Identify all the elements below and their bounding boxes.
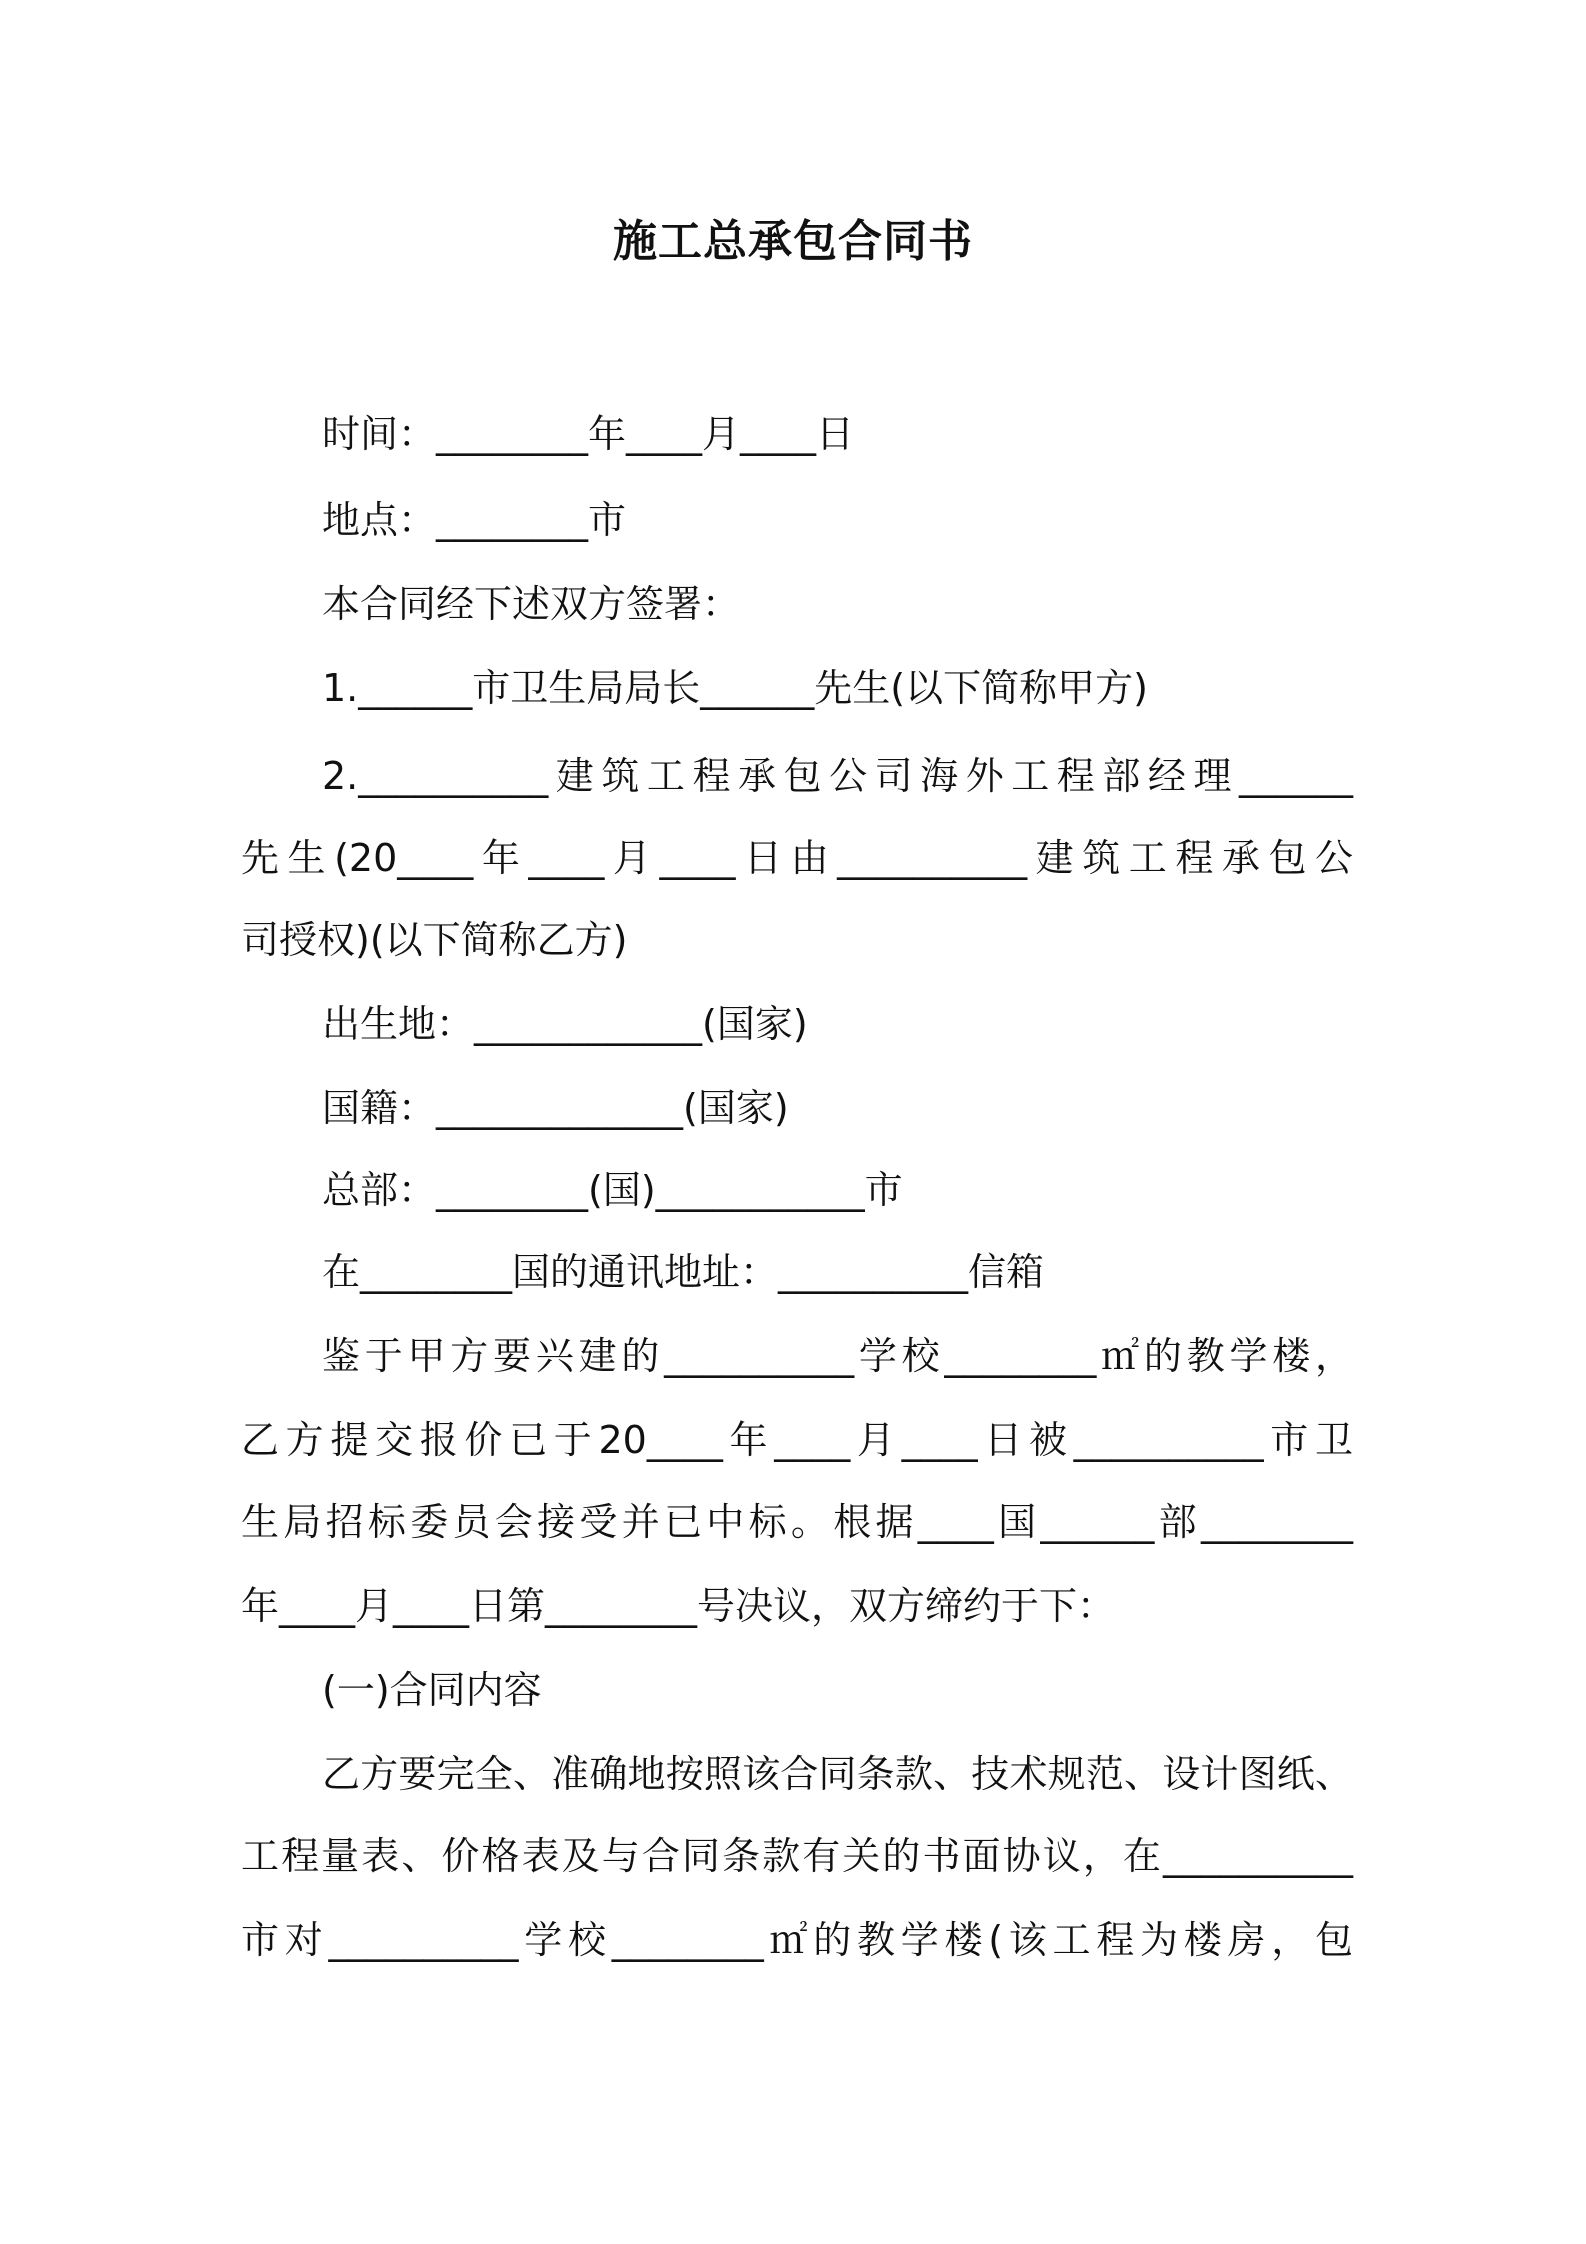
recital-line-4: 年____月____日第________号决议，双方缔约于下： [241, 1584, 1116, 1628]
content-line-1: 乙方要完全、准确地按照该合同条款、技术规范、设计图纸、 [322, 1752, 1353, 1796]
date-line: 时间：________年____月____日 [322, 412, 855, 456]
mailing-address-line: 在________国的通讯地址：__________信箱 [322, 1250, 1045, 1294]
contract-title: 施工总承包合同书 [613, 216, 973, 267]
content-line-2: 工程量表、价格表及与合同条款有关的书面协议，在__________ [241, 1834, 1353, 1878]
party-b-line: 2.__________建筑工程承包公司海外工程部经理______ [322, 754, 1353, 798]
signing-parties-intro: 本合同经下述双方签署： [322, 582, 741, 626]
birthplace-line: 出生地：____________(国家) [322, 1002, 808, 1046]
party-b-line-continued: 先生(20____年____月____日由__________建筑工程承包公 [241, 836, 1353, 880]
location-line: 地点：________市 [322, 498, 627, 542]
recital-line-2: 乙方提交报价已于20____年____月____日被__________市卫 [241, 1418, 1353, 1462]
party-b-line-end: 司授权)(以下简称乙方) [241, 918, 628, 962]
recital-line-1: 鉴于甲方要兴建的__________学校________㎡的教学楼， [322, 1334, 1353, 1378]
nationality-line: 国籍：_____________(国家) [322, 1086, 789, 1130]
headquarters-line: 总部：________(国)___________市 [322, 1168, 903, 1212]
recital-line-3: 生局招标委员会接受并已中标。根据____国______部________ [241, 1500, 1353, 1544]
content-line-3: 市对__________学校________㎡的教学楼(该工程为楼房，包 [241, 1918, 1353, 1962]
section-heading-contract-content: (一)合同内容 [322, 1668, 542, 1712]
party-a-line: 1.______市卫生局局长______先生(以下简称甲方) [322, 666, 1148, 710]
